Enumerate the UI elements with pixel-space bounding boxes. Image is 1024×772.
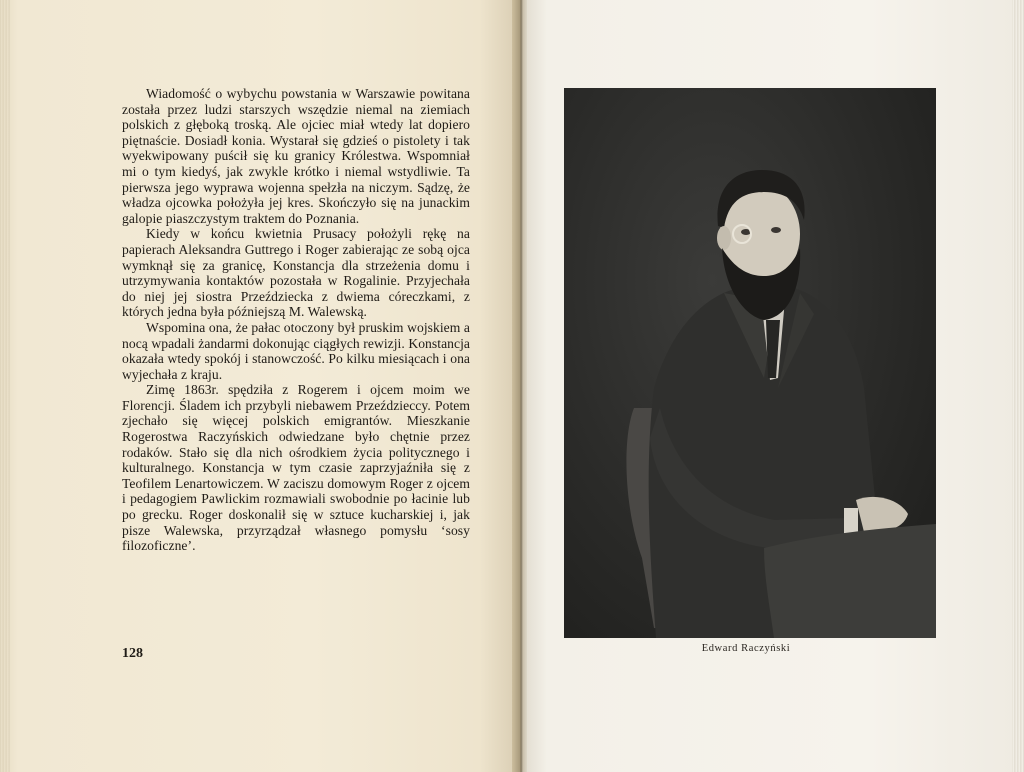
photo-caption: Edward Raczyński xyxy=(701,643,791,654)
paragraph: Zimę 1863r. spędziła z Rogerem i ojcem moim we Florencji. Śladem ich przybyli niebawem Przeździeccy. Potem zjechało się więcej polskich emigrantów. Mieszkanie Rogerostwa Raczyńskich odwiedzane było chętnie przez rodaków. Stało się dla nich ośrodkiem życia politycznego i kulturalnego. Konstancja w tym czasie zaprzyjaźniła się z Teofilem Lenartowiczem. W zaciszu domowym Roger z ojcem i pedagogiem Pawlickim rozmawiali swobodnie po łacinie lub po grecku. Roger doskonalił się w sztuce kucharskiej i, jak pisze Walewska, przyrządzał własnego pomysłu ‘sosy filozoficzne’. xyxy=(122,382,470,554)
paragraph: Wiadomość o wybychu powstania w Warszawie powitana została przez ludzi starszych wszędzie niemal na ziemiach polskich z głęboką troską. Ale ojciec miał wtedy lat dopiero piętnaście. Dosiadł konia. Wystarał się gdzieś o pistolety i tak wyekwipowany puścił się ku granicy Królestwa. Wspomniał mi o tym kiedyś, jak zwykle krótko i niemal wstydliwie. Ta pierwsza jego wyprawa wojenna spełzła na niczym. Sądzę, że władza ojcowka położyła jej kres. Skończyło się na junackim galopie piaszczystym traktem do Poznania. xyxy=(122,86,470,226)
page-edge xyxy=(1012,0,1024,772)
page-number: 128 xyxy=(122,646,143,661)
portrait-photo xyxy=(564,88,936,638)
body-text xyxy=(122,86,470,554)
ear xyxy=(717,226,731,250)
portrait-illustration xyxy=(564,88,936,638)
paragraph: Kiedy w końcu kwietnia Prusacy położyli rękę na papierach Aleksandra Guttrego i Roger zabierając ze sobą ojca wymknął się za granicę, Konstancja dla strzeżenia domu i utrzymywania kontaktów pozostała w Rogalinie. Przyjechała do niej jej siostra Przeździecka z dwiema córeczkami, z których jedna była późniejszą M. Walewską. xyxy=(122,226,470,320)
eye xyxy=(771,227,781,233)
cuff xyxy=(844,508,858,534)
paragraph: Wspomina ona, że pałac otoczony był pruskim wojskiem a nocą wpadali żandarmi dokonując ciągłych rewizji. Konstancja okazała wtedy spokój i stanowczość. Po kilku miesiącach i ona wyjechała z kraju. xyxy=(122,319,470,382)
